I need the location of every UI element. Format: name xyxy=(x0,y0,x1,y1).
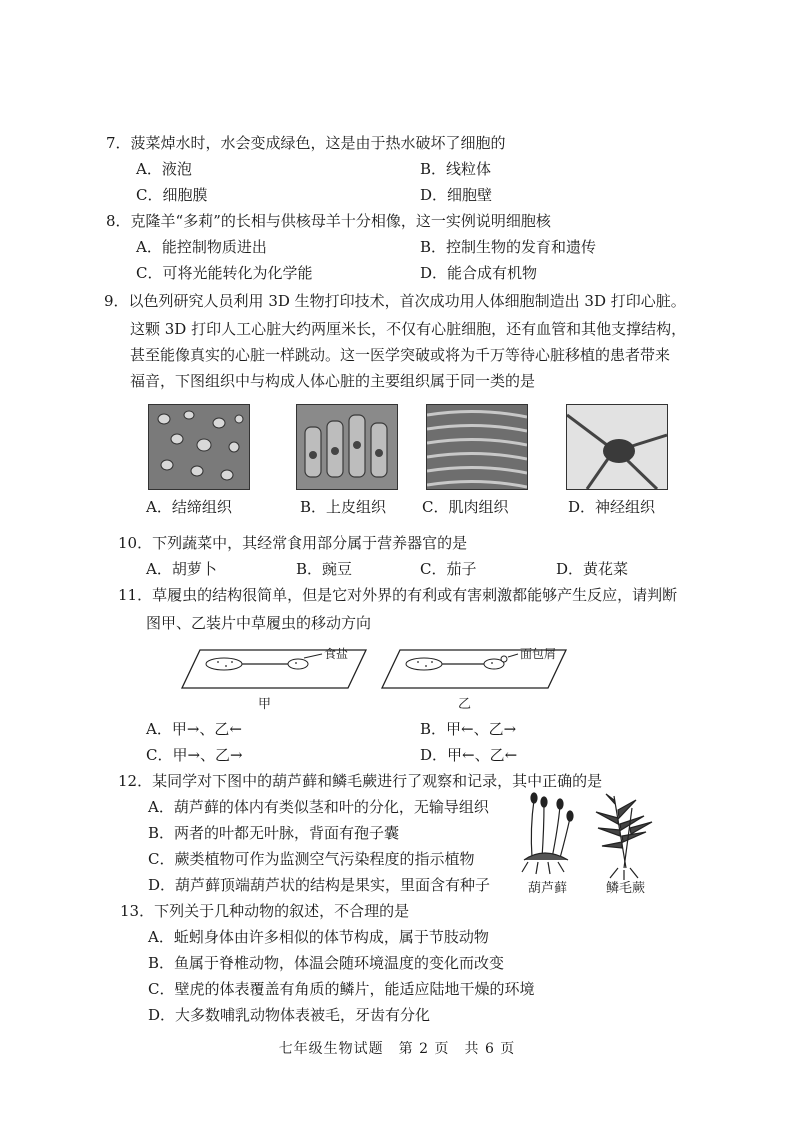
moss-drawing xyxy=(522,793,573,874)
q9-line-4: 福音，下图组织中与构成人体心脏的主要组织属于同一类的是 xyxy=(130,372,536,390)
q11-option-d[interactable]: D．甲←、乙← xyxy=(420,746,518,764)
q8-option-b[interactable]: B．控制生物的发育和遗传 xyxy=(420,238,597,256)
q9-option-b[interactable]: B．上皮组织 xyxy=(300,498,387,516)
q13-option-c[interactable]: C．壁虎的体表覆盖有角质的鳞片，能适应陆地干燥的环境 xyxy=(148,980,535,998)
q8-option-d[interactable]: D．能合成有机物 xyxy=(420,264,538,282)
q12-option-b[interactable]: B．两者的叶都无叶脉，背面有孢子囊 xyxy=(148,824,400,842)
nerve-tissue-image xyxy=(566,404,668,490)
q13-option-d[interactable]: D．大多数哺乳动物体表被毛，牙齿有分化 xyxy=(148,1006,431,1024)
muscle-tissue-image xyxy=(426,404,528,490)
q11-option-c[interactable]: C．甲→、乙→ xyxy=(146,746,243,764)
plants-figure xyxy=(514,788,664,896)
paramecium-slides-figure xyxy=(178,640,598,716)
fern-drawing xyxy=(596,794,652,880)
q8-option-c[interactable]: C．可将光能转化为化学能 xyxy=(136,264,313,282)
q9-line-1: 9．以色列研究人员利用 3D 生物打印技术，首次成功用人体细胞制造出 3D 打印心脏。 xyxy=(104,292,686,310)
q10-option-b[interactable]: B．豌豆 xyxy=(296,560,353,578)
q12-option-a[interactable]: A．葫芦藓的体内有类似茎和叶的分化，无输导组织 xyxy=(148,798,489,816)
q7-option-b[interactable]: B．线粒体 xyxy=(420,160,492,178)
q13-stem: 13．下列关于几种动物的叙述，不合理的是 xyxy=(120,902,410,920)
stimulus-salt-label: 食盐 xyxy=(324,647,349,661)
slide-yi xyxy=(382,647,566,712)
q9-line-2: 这颗 3D 打印人工心脏大约两厘米长，不仅有心脏细胞，还有血管和其他支撑结构， xyxy=(130,320,687,338)
q13-option-b[interactable]: B．鱼属于脊椎动物，体温会随环境温度的变化而改变 xyxy=(148,954,505,972)
q10-stem: 10．下列蔬菜中，其经常食用部分属于营养器官的是 xyxy=(118,534,468,552)
q9-option-c[interactable]: C．肌肉组织 xyxy=(422,498,509,516)
slide-yi-label: 乙 xyxy=(458,697,472,712)
q11-option-a[interactable]: A．甲→、乙← xyxy=(146,720,242,738)
moss-label: 葫芦藓 xyxy=(528,881,568,896)
q12-option-c[interactable]: C．蕨类植物可作为监测空气污染程度的指示植物 xyxy=(148,850,475,868)
q7-option-a[interactable]: A．液泡 xyxy=(136,160,192,178)
q7-stem: 7．菠菜焯水时，水会变成绿色，这是由于热水破坏了细胞的 xyxy=(106,134,506,152)
slide-jia-label: 甲 xyxy=(258,697,272,712)
q10-option-d[interactable]: D．黄花菜 xyxy=(556,560,629,578)
q12-stem: 12．某同学对下图中的葫芦藓和鳞毛蕨进行了观察和记录，其中正确的是 xyxy=(118,772,603,790)
q10-option-c[interactable]: C．茄子 xyxy=(420,560,477,578)
q10-option-a[interactable]: A．胡萝卜 xyxy=(146,560,217,578)
q11-line-2: 图甲、乙装片中草履虫的移动方向 xyxy=(146,614,372,632)
q13-option-a[interactable]: A．蚯蚓身体由许多相似的体节构成，属于节肢动物 xyxy=(148,928,489,946)
slide-jia xyxy=(182,646,366,712)
epithelial-tissue-image xyxy=(296,404,398,490)
q9-line-3: 甚至能像真实的心脏一样跳动。这一医学突破或将为千万等待心脏移植的患者带来 xyxy=(130,346,671,364)
q11-line-1: 11．草履虫的结构很简单，但是它对外界的有利或有害刺激都能够产生反应，请判断 xyxy=(118,586,678,604)
q11-option-b[interactable]: B．甲←、乙→ xyxy=(420,720,517,738)
stimulus-bread-label: 面包屑 xyxy=(520,647,557,661)
fern-label: 鳞毛蕨 xyxy=(606,881,646,896)
q9-option-d[interactable]: D．神经组织 xyxy=(568,498,656,516)
q9-option-a[interactable]: A．结缔组织 xyxy=(146,498,232,516)
connective-tissue-image xyxy=(148,404,250,490)
page-footer: 七年级生物试题 第 2 页 共 6 页 xyxy=(278,1041,516,1057)
q7-option-d[interactable]: D．细胞壁 xyxy=(420,186,493,204)
q12-option-d[interactable]: D．葫芦藓顶端葫芦状的结构是果实，里面含有种子 xyxy=(148,876,491,894)
q8-option-a[interactable]: A．能控制物质进出 xyxy=(136,238,267,256)
q8-stem: 8．克隆羊“多莉”的长相与供核母羊十分相像，这一实例说明细胞核 xyxy=(106,212,551,230)
q7-option-c[interactable]: C．细胞膜 xyxy=(136,186,208,204)
